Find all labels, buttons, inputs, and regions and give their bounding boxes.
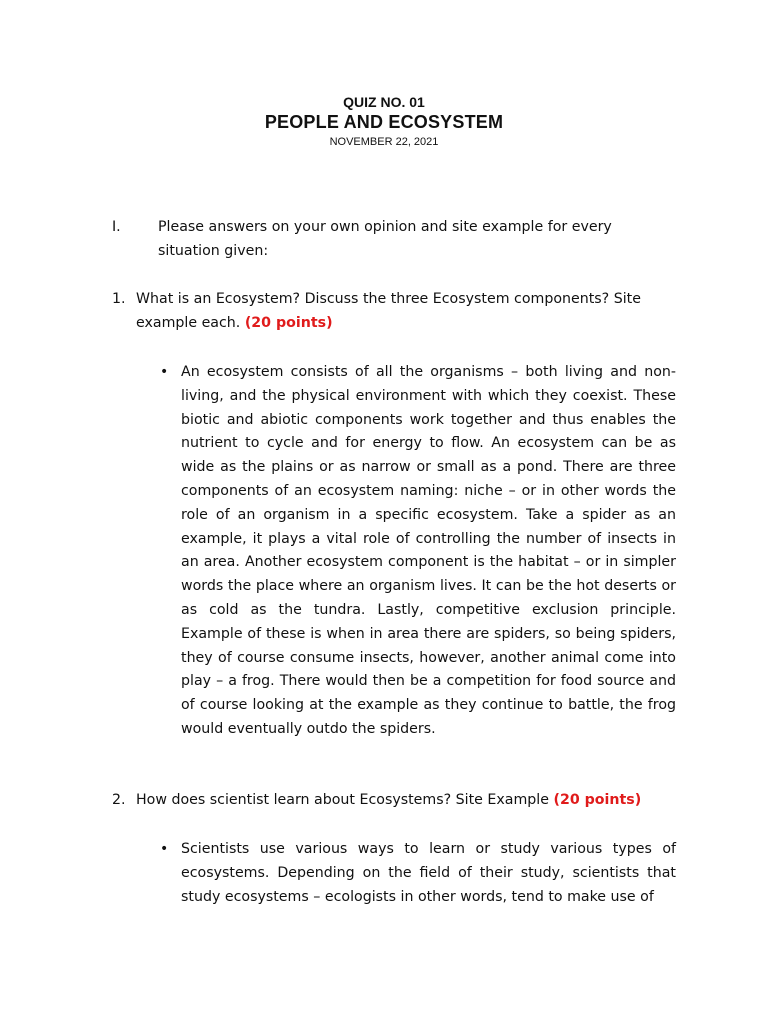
section-instruction-text: Please answers on your own opinion and site example for every situation given: (158, 219, 612, 259)
question-prompt: What is an Ecosystem? Discuss the three Ecosystem components? Site example each. (136, 291, 641, 331)
answer-text: An ecosystem consists of all the organisms – both living and non-living, and the physical environment with which they coexist. These biotic and abiotic components work together and thus enables the nutrient to cycle and for energy to flow. An ecosystem can be as wide as the plains or as narrow or small as a pond. There are three components of an ecosystem naming: niche – or in other words the role of an organism in a specific ecosystem. Take a spider as an example, it plays a vital role of controlling the number of insects in an area. Another ecosystem component is the habitat – or in simpler words the place where an organism lives. It can be the hot deserts or as cold as the tundra. Lastly, competitive exclusion principle. Example of these is when in area there are spiders, so being spiders, they of course consume insects, however, another animal come into play – a frog. There would then be a competition for food source and of course looking at the example as they continue to battle, the frog would eventually outdo the spiders. (181, 364, 676, 737)
document-title: PEOPLE AND ECOSYSTEM (264, 112, 504, 132)
question-text (136, 789, 646, 813)
document-date: NOVEMBER 22, 2021 (329, 136, 439, 148)
bullet-icon: • (160, 364, 169, 380)
question-points: (20 points) (553, 792, 642, 808)
question-number: 1. (112, 291, 126, 307)
quiz-number: QUIZ NO. 01 (343, 94, 425, 110)
bullet-icon: • (160, 841, 169, 857)
question-points: (20 points) (244, 314, 333, 331)
section-number: I. (112, 219, 121, 235)
question-text (136, 288, 646, 336)
question-number: 2. (112, 792, 126, 808)
question-prompt: How does scientist learn about Ecosystems? Site Example (136, 792, 549, 808)
answer-text: Scientists use various ways to learn or study various types of ecosystems. Depending on the field of their study, scientists that study ecosystems – ecologists in other words, tend to make use of (181, 841, 676, 905)
